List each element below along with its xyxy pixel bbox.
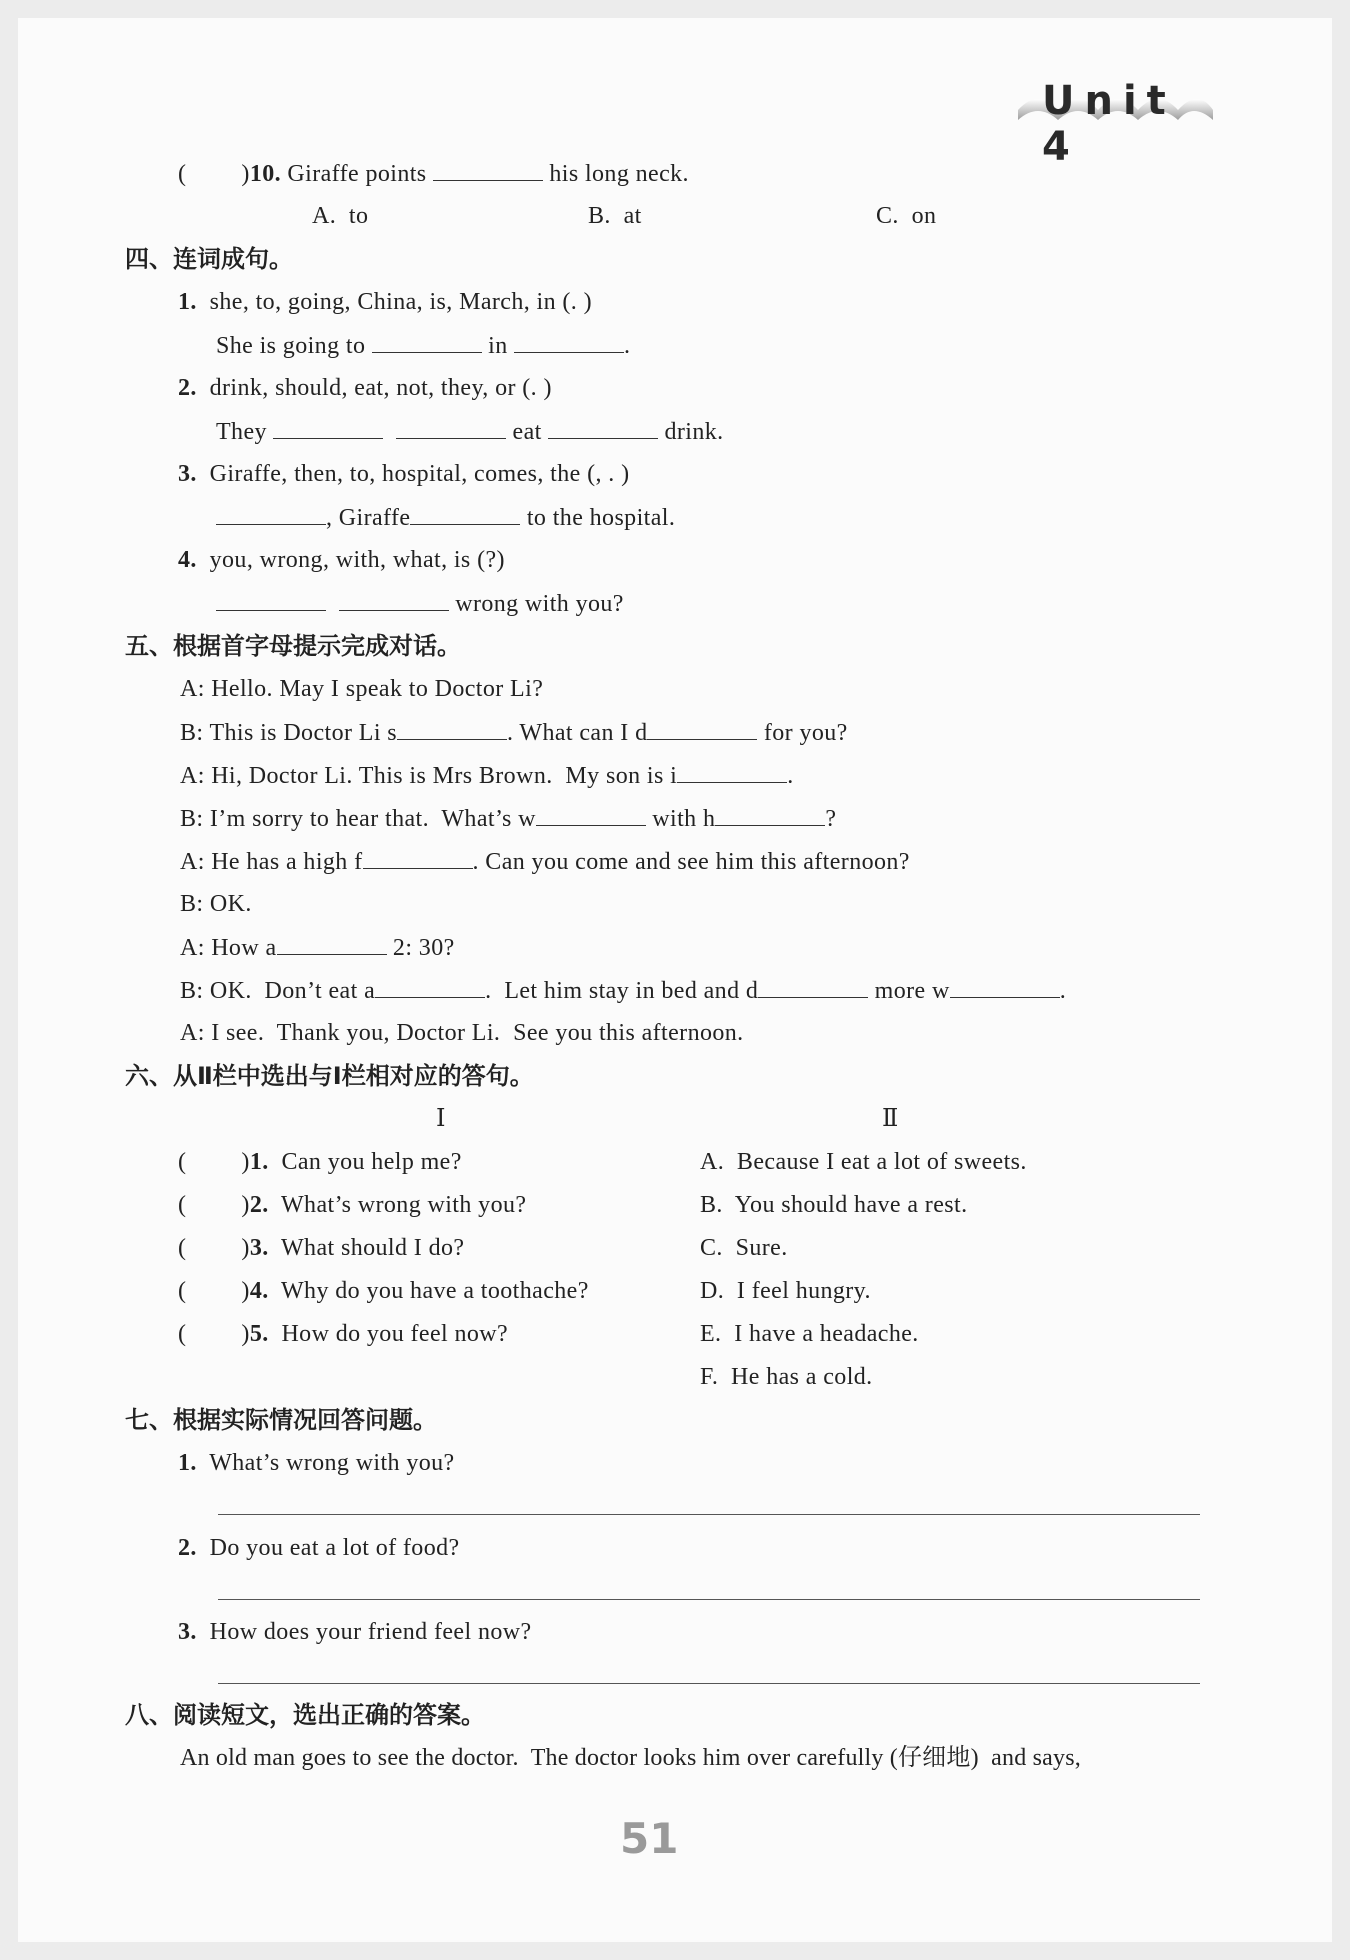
s7-q1: 1. What’s wrong with you? [178, 1450, 455, 1476]
q10-option-b[interactable]: B. at [588, 203, 642, 229]
s4-q3-blank-1[interactable] [216, 502, 326, 525]
s4-q4-blank-1[interactable] [216, 588, 326, 611]
s5-line-2: B: This is Doctor Li s . What can I d for you? [180, 717, 848, 748]
s5-line-5: A: He has a high f . Can you come and see him this afternoon? [180, 846, 910, 877]
s5-blank-s[interactable] [397, 717, 507, 740]
s4-q4-words: 4. you, wrong, with, what, is (?) [178, 547, 505, 573]
s4-q2-words: 2. drink, should, eat, not, they, or (. ) [178, 375, 552, 401]
s7-q2-answer-line[interactable] [218, 1599, 1200, 1600]
s6-right-item-e: E. I have a headache. [700, 1321, 919, 1347]
s7-q3: 3. How does your friend feel now? [178, 1619, 532, 1645]
q10-option-c[interactable]: C. on [876, 203, 937, 229]
s5-line-3: A: Hi, Doctor Li. This is Mrs Brown. My son is i . [180, 760, 794, 791]
s4-q2-blank-2[interactable] [396, 416, 506, 439]
s5-blank-i[interactable] [677, 760, 787, 783]
unit-header [1018, 70, 1218, 170]
s5-line-6: B: OK. [180, 891, 252, 917]
section-4-title: 四、连词成句。 [125, 245, 293, 273]
s5-blank-d2[interactable] [758, 975, 868, 998]
s5-blank-a1[interactable] [277, 932, 387, 955]
s4-q2-blank-3[interactable] [548, 416, 658, 439]
s6-left-item-1[interactable]: ( )1. Can you help me? [178, 1149, 462, 1175]
s5-blank-d[interactable] [647, 717, 757, 740]
s4-q2-answer: They eat drink. [216, 416, 724, 447]
s5-blank-f[interactable] [363, 846, 473, 869]
s4-q3-answer: , Giraffe to the hospital. [216, 502, 675, 533]
s6-left-item-3[interactable]: ( )3. What should I do? [178, 1235, 465, 1261]
s6-right-item-a: A. Because I eat a lot of sweets. [700, 1149, 1027, 1175]
s5-blank-h[interactable] [715, 803, 825, 826]
q10-row: ( )10. Giraffe points his long neck. [178, 158, 689, 189]
s6-right-item-c: C. Sure. [700, 1235, 788, 1261]
s7-q2: 2. Do you eat a lot of food? [178, 1535, 460, 1561]
s4-q2-blank-1[interactable] [273, 416, 383, 439]
s6-right-item-f: F. He has a cold. [700, 1364, 873, 1390]
column-1-header: Ⅰ [436, 1106, 446, 1132]
unit-title: Unit 4 [1042, 78, 1176, 170]
s6-left-item-2[interactable]: ( )2. What’s wrong with you? [178, 1192, 527, 1218]
s7-q1-answer-line[interactable] [218, 1514, 1200, 1515]
s5-blank-w2[interactable] [950, 975, 1060, 998]
page-number: 51 [620, 1814, 679, 1863]
s6-right-item-b: B. You should have a rest. [700, 1192, 968, 1218]
s4-q3-words: 3. Giraffe, then, to, hospital, comes, the (, . ) [178, 461, 630, 487]
s6-left-item-4[interactable]: ( )4. Why do you have a toothache? [178, 1278, 589, 1304]
s5-blank-w[interactable] [536, 803, 646, 826]
s6-left-item-5[interactable]: ( )5. How do you feel now? [178, 1321, 509, 1347]
s4-q1-answer: She is going to in . [216, 330, 630, 361]
s4-q4-blank-2[interactable] [339, 588, 449, 611]
s4-q4-answer: wrong with you? [216, 588, 624, 619]
s6-right-item-d: D. I feel hungry. [700, 1278, 871, 1304]
q10-option-a[interactable]: A. to [312, 203, 369, 229]
section-6-title: 六、从Ⅱ栏中选出与Ⅰ栏相对应的答句。 [125, 1062, 534, 1090]
s4-q1-blank-2[interactable] [514, 330, 624, 353]
q10-blank[interactable] [433, 158, 543, 181]
section-7-title: 七、根据实际情况回答问题。 [125, 1406, 437, 1434]
s5-line-8: B: OK. Don’t eat a . Let him stay in bed and d more w . [180, 975, 1066, 1006]
s4-q1-blank-1[interactable] [372, 330, 482, 353]
s4-q1-words: 1. she, to, going, China, is, March, in (. ) [178, 289, 592, 315]
section-8-title: 八、阅读短文，选出正确的答案。 [125, 1701, 485, 1729]
s4-q3-blank-2[interactable] [410, 502, 520, 525]
s8-passage: An old man goes to see the doctor. The doctor looks him over carefully (仔细地) and says, [180, 1745, 1081, 1771]
s5-blank-a2[interactable] [375, 975, 485, 998]
s7-q3-answer-line[interactable] [218, 1683, 1200, 1684]
s5-line-9: A: I see. Thank you, Doctor Li. See you this afternoon. [180, 1020, 744, 1046]
s5-line-1: A: Hello. May I speak to Doctor Li? [180, 676, 544, 702]
section-5-title: 五、根据首字母提示完成对话。 [125, 632, 461, 660]
column-2-header: Ⅱ [882, 1106, 899, 1132]
s5-line-4: B: I’m sorry to hear that. What’s w with h ? [180, 803, 836, 834]
s5-line-7: A: How a 2: 30? [180, 932, 455, 963]
